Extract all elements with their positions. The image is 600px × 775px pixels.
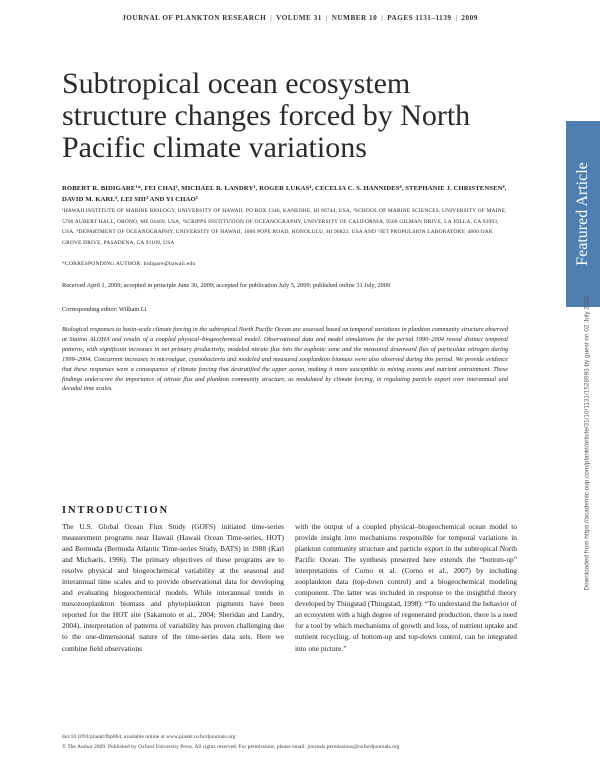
body-column-right: with the output of a coupled physical–biogeochemical ocean model to provide insight into mechanisms responsible for temporal variations in plankton community structure and particle export in the subtropical North Pacific Ocean. The synthesis presented here extends the “bottom-up” interpretations of Corno et al. (Corno et al., 2007) by including zooplankton data (top-down control) and a biogeochemical modeling component. The latter was included in response to the insightful theory developed by Thingstad (Thingstad, 1998): “To understand the behavior of an ecosystem with a high degree of regenerated production, there is a need for a tool by which mechanisms of growth and loss, of nutrient uptake and nutrient recycling, of bottom-up and top-down control, can be integrated into one picture.” bbox=[295, 522, 517, 653]
article-title: Subtropical ocean ecosystem structure changes forced by North Pacific climate variations bbox=[62, 67, 471, 164]
affiliations: ¹HAWAII INSTITUTE OF MARINE BIOLOGY, UNIVERSITY OF HAWAII, PO BOX 1346, KANEOHE, HI 96744, USA, ²SCHOOL OF MARINE SCIENCES, UNIVERSITY OF MAINE, 5706 AUBERT HALL, ORONO, ME 04469, USA, ³SCRIPPS INSTITUTION OF OCEANOGRAPHY, UNIVERSITY OF CALIFORNIA, 9500 GILMAN DRIVE, LA JOLLA, CA 92093, USA, ⁴DEPARTMENT OF OCEANOGRAPHY, UNIVERSITY OF HAWAII, 1000 POPE ROAD, HONOLULU, HI 96822, USA AND ⁵JET PROPULSION LABORATORY, 4800 OAK GROVE DRIVE, PASADENA, CA 91109, USA bbox=[62, 208, 507, 246]
section-heading-introduction: INTRODUCTION bbox=[62, 505, 170, 516]
volume: VOLUME 31 bbox=[276, 14, 322, 22]
page-range: PAGES 1131–1139 bbox=[387, 14, 452, 22]
download-note bbox=[582, 293, 592, 593]
featured-article-label: Featured Article bbox=[574, 162, 591, 266]
author-list: ROBERT R. BIDIGARE¹*, FEI CHAI², MICHAEL R. LANDRY³, ROGER LUKAS⁴, CECELIA C. S. HANNIDES⁴, STEPHANIE J. CHRISTENSEN⁴, DAVID M. KARL⁴, LEI SHI² AND YI CHAO⁵ bbox=[62, 185, 507, 203]
journal-name: JOURNAL OF PLANKTON RESEARCH bbox=[122, 14, 267, 22]
received-dates: Received April 1, 2009; accepted in principle June 30, 2009; accepted for publication July 5, 2009; published online 31 July, 2009 bbox=[62, 282, 391, 289]
doi-line: doi:10.1093/plankt/fbp064, available online at www.plankt.oxfordjournals.org bbox=[62, 734, 236, 740]
download-note-text: Downloaded from https://academic.oup.com/plankt/article/31/10/1131/1528693 by guest on 02 July 2022 bbox=[583, 295, 591, 591]
body-column-left: The U.S. Global Ocean Flux Study (GOFS) initiated time-series measurement programs near Hawaii (Hawaii Ocean Time-series, HOT) and Bermuda (Bermuda Atlantic Time-series Study, BATS) in 1988 (Karl and Michaels, 1996). The primary objectives of these programs are to resolve physical and biogeochemical variability at the seasonal and interannual time scales and to provide observational data for developing and evaluating biogeochemical models. While interannual trends in mesozooplankton biomass and phytoplankton pigments have been reported for the HOT site (Sakamoto et al., 2004; Sheridan and Landry, 2004), interpretation of patterns of variability has proven challenging due to the one-dimensional nature of the time-series data sets. Here we combine field observations bbox=[62, 522, 284, 653]
copyright-line: © The Author 2009. Published by Oxford University Press. All rights reserved. For permissions, please email: journals.permissions@oxfordjournals.org bbox=[62, 744, 400, 750]
issue-number: NUMBER 10 bbox=[331, 14, 378, 22]
year: 2009 bbox=[461, 14, 478, 22]
abstract: Biological responses to basin-scale climate forcing in the subtropical North Pacific Ocean are assessed based on temporal variations in plankton community structure observed at Station ALOHA and results of a coupled physical–biogeochemical model. Observational data and model simulations for the period 1990–2004 reveal distinct temporal patterns, with significant increases in net primary productivity, modeled nitrate flux into the euphotic zone and the measured downward flux of particulate nitrogen during 1999–2004. Concurrent increases in microalgae, cyanobacteria and modeled and measured zooplankton biomass were also observed during this period. We provide evidence that these responses were a consequence of climate forcing that destratified the upper ocean, making it more susceptible to mixing events and nutrient entrainment. These findings underscore the importance of nitrate flux and plankton community structure, as modulated by climate forcing, in regulating particle export over interannual and decadal time scales. bbox=[62, 326, 508, 393]
corresponding-author: *CORRESPONDING AUTHOR: bidigare@hawaii.edu bbox=[62, 261, 196, 267]
corresponding-editor: Corresponding editor: William Li bbox=[62, 306, 147, 313]
running-header: JOURNAL OF PLANKTON RESEARCH | VOLUME 31 | NUMBER 10 | PAGES 1131–1139 | 2009 bbox=[122, 14, 478, 22]
featured-article-tab bbox=[566, 121, 600, 307]
